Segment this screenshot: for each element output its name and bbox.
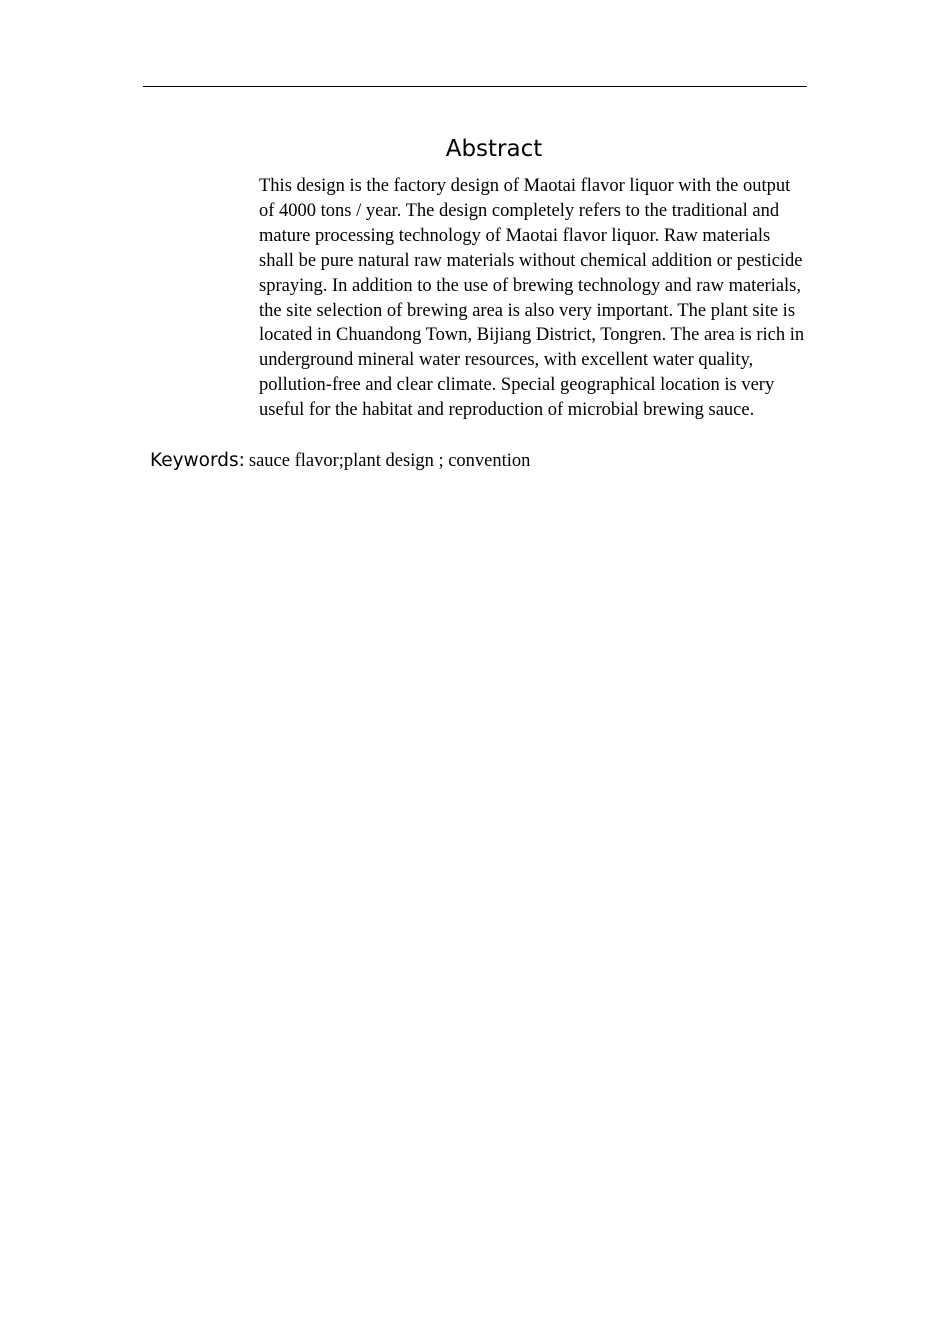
header-rule bbox=[143, 86, 807, 87]
abstract-body: This design is the factory design of Maotai flavor liquor with the output of 4000 tons / year. The design completely refers to the traditional and mature processing technology of Maotai flavor liquor. Raw materials shall be pure natural raw materials without chemical addition or pesticide spraying. In addition to the use of brewing technology and raw materials, the site selection of brewing area is also very important. The plant site is located in Chuandong Town, Bijiang District, Tongren. The area is rich in underground mineral water resources, with excellent water quality, pollution-free and clear climate. Special geographical location is very useful for the habitat and reproduction of microbial brewing sauce. bbox=[259, 176, 805, 421]
keywords-label: Keywords: bbox=[150, 450, 245, 471]
keywords-value: sauce flavor;plant design ; convention bbox=[248, 451, 531, 471]
keywords-line bbox=[150, 448, 810, 474]
abstract-title: Abstract bbox=[445, 136, 543, 162]
